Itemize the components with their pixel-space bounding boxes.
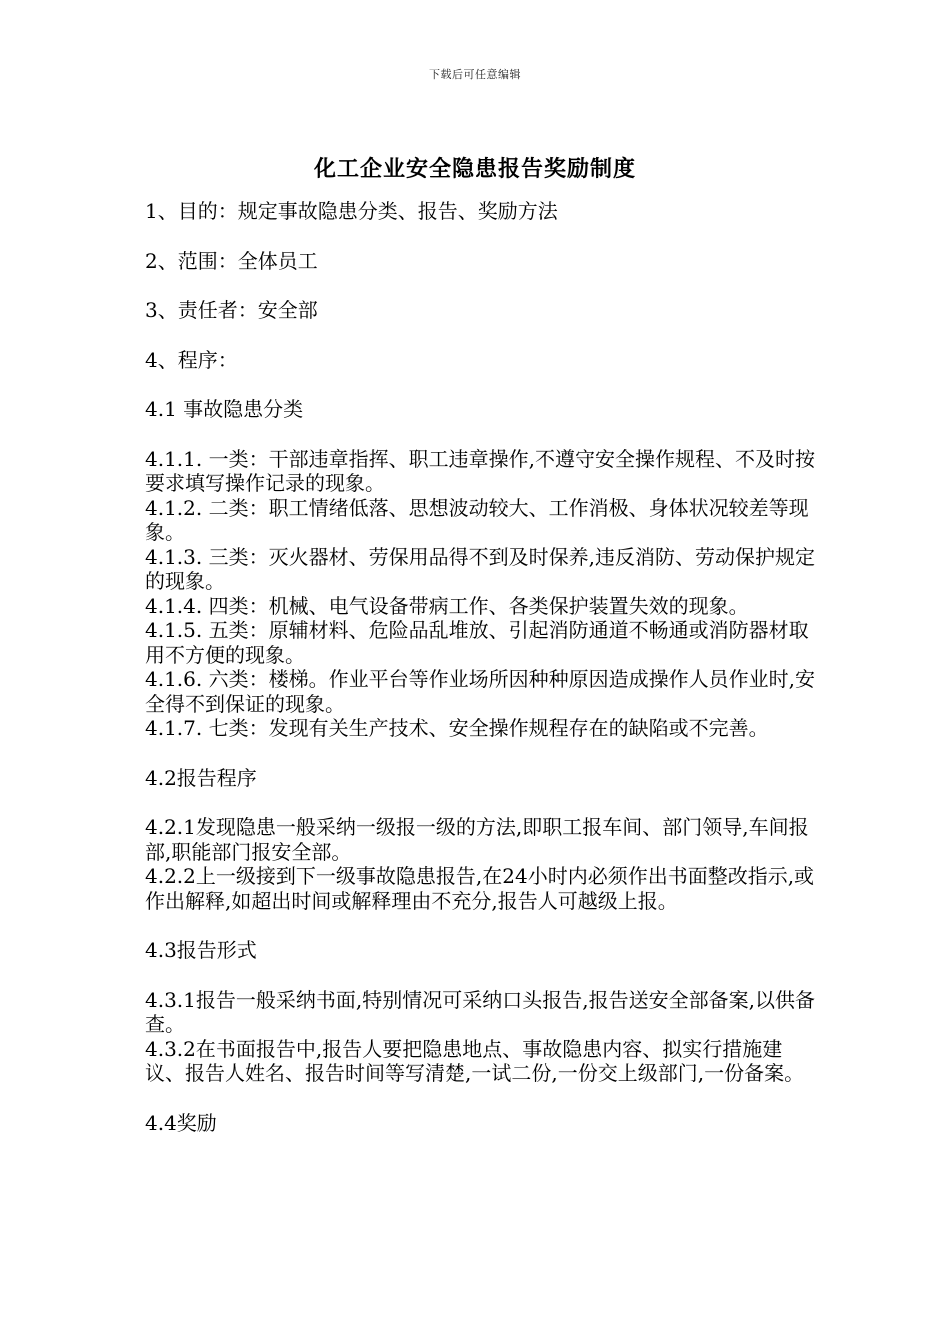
document-body bbox=[145, 199, 815, 1135]
clause-4-2-1: 4.2.1发现隐患一般采纳一级报一级的方法,即职工报车间、部门领导,车间报部,职能部门报安全部。 bbox=[145, 815, 809, 864]
clause-4-1-6: 4.1.6. 六类：楼梯。作业平台等作业场所因种种原因造成操作人员作业时,安全得不到保证的现象。 bbox=[145, 667, 815, 716]
clause-4-1-7: 4.1.7. 七类：发现有关生产技术、安全操作规程存在的缺陷或不完善。 bbox=[145, 716, 769, 740]
header-note: 下载后可任意编辑 bbox=[429, 68, 521, 81]
section-purpose: 1、目的：规定事故隐患分类、报告、奖励方法 bbox=[145, 199, 558, 223]
clause-4-1-4: 4.1.4. 四类：机械、电气设备带病工作、各类保护装置失效的现象。 bbox=[145, 593, 749, 618]
clause-4-1-2: 4.1.2. 二类：职工情绪低落、思想波动较大、工作消极、身体状况较差等现象。 bbox=[145, 495, 809, 544]
clause-4-1-3: 4.1.3. 三类：灭火器材、劳保用品得不到及时保养,违反消防、劳动保护规定的现象。 bbox=[145, 544, 815, 593]
section-procedure: 4、程序： bbox=[145, 347, 238, 372]
subsection-report-procedure: 4.2报告程序 bbox=[145, 765, 257, 790]
subsection-rewards: 4.4奖励 bbox=[145, 1110, 217, 1135]
section-scope: 2、范围：全体员工 bbox=[145, 248, 318, 273]
clause-4-2-2: 4.2.2上一级接到下一级事故隐患报告,在24小时内必须作出书面整改指示,或作出解释,如超出时间或解释理由不充分,报告人可越级上报。 bbox=[145, 864, 815, 913]
subsection-hazard-classification: 4.1 事故隐患分类 bbox=[145, 397, 304, 421]
clause-4-3-2: 4.3.2在书面报告中,报告人要把隐患地点、事故隐患内容、拟实行措施建议、报告人姓名、报告时间等写清楚,一试二份,一份交上级部门,一份备案。 bbox=[145, 1036, 805, 1085]
document-title: 化工企业安全隐患报告奖励制度 bbox=[313, 156, 636, 182]
clause-4-3-1: 4.3.1报告一般采纳书面,特别情况可采纳口头报告,报告送安全部备案,以供备查。 bbox=[145, 987, 815, 1036]
subsection-report-form: 4.3报告形式 bbox=[145, 938, 257, 962]
section-responsible: 3、责任者：安全部 bbox=[145, 298, 318, 322]
clause-4-1-1: 4.1.1. 一类：干部违章指挥、职工违章操作,不遵守安全操作规程、不及时按要求填写操作记录的现象。 bbox=[145, 446, 815, 495]
clause-4-1-5: 4.1.5. 五类：原辅材料、危险品乱堆放、引起消防通道不畅通或消防器材取用不方便的现象。 bbox=[145, 618, 809, 667]
